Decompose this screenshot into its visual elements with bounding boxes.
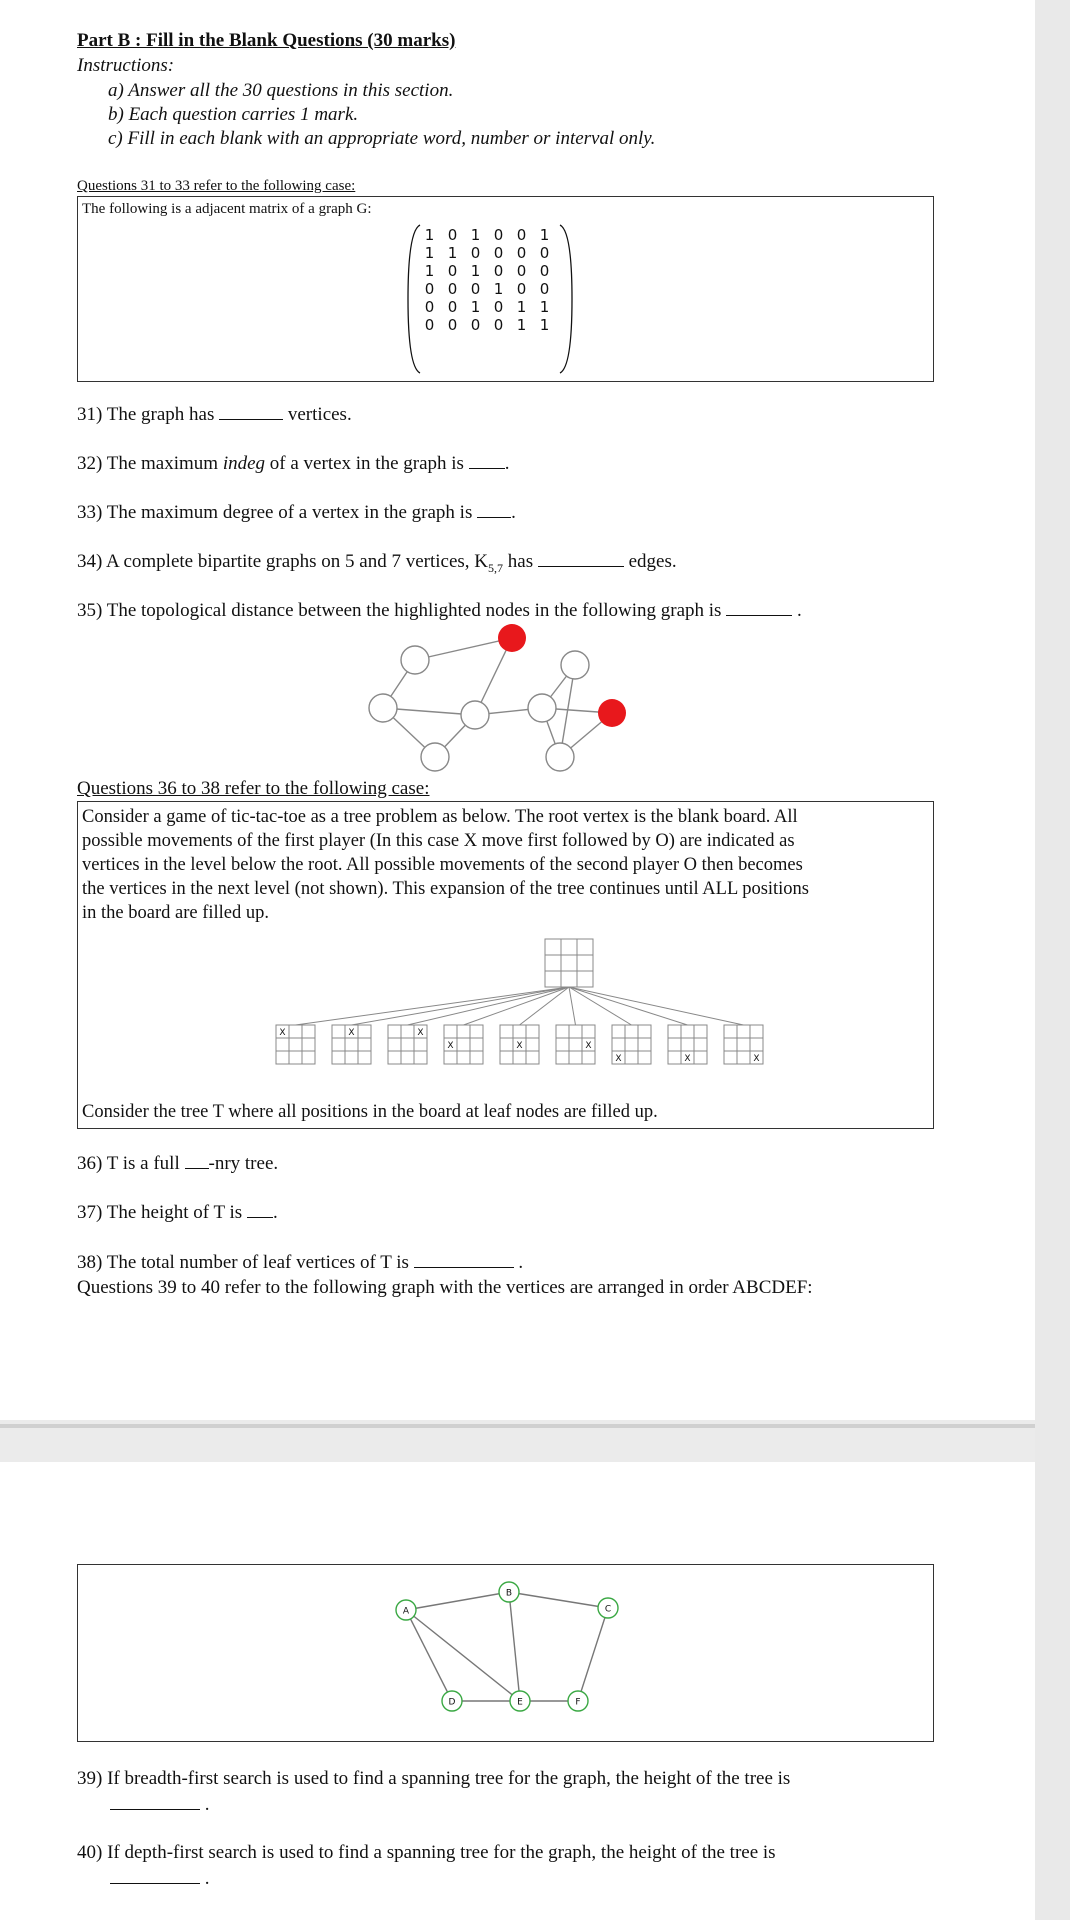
matrix-cell: 1 [516, 298, 527, 316]
svg-text:D: D [448, 1697, 456, 1708]
matrix-cell: 0 [493, 298, 504, 316]
adjacency-matrix [418, 226, 556, 334]
q40-period: . [204, 1868, 210, 1889]
graph-node [401, 646, 429, 674]
case2-line: Consider a game of tic-tac-toe as a tree problem as below. The root vertex is the blank board. All [82, 807, 798, 827]
instructions-label: Instructions: [77, 55, 175, 76]
question-35 [77, 600, 802, 622]
part-b-heading: Part B : Fill in the Blank Questions (30 marks) [77, 30, 456, 51]
case3-label: Questions 39 to 40 refer to the following graph with the vertices are arranged in order ABCDEF: [77, 1277, 813, 1298]
matrix-cell: 1 [493, 280, 504, 298]
child-board [276, 1025, 315, 1064]
q37-blank[interactable] [247, 1203, 273, 1218]
q38-text: 38) The total number of leaf vertices of T is [77, 1252, 409, 1273]
graph-node [461, 701, 489, 729]
tictactoe-tree [188, 937, 788, 1097]
matrix-cell: 0 [493, 226, 504, 244]
graph-node [421, 743, 449, 771]
q35-graph [360, 620, 630, 780]
q39-blank[interactable] [110, 1795, 200, 1810]
question-36 [77, 1153, 278, 1175]
matrix-cell: 0 [493, 262, 504, 280]
child-board [500, 1025, 539, 1064]
matrix-cell: 1 [470, 298, 481, 316]
matrix-cell: 0 [470, 316, 481, 334]
matrix-cell: 0 [447, 298, 458, 316]
case2-line: possible movements of the first player (In this case X move first followed by O) are indicated as [82, 831, 795, 851]
q39-period: . [204, 1794, 210, 1815]
svg-text:A: A [402, 1606, 410, 1617]
svg-text:E: E [517, 1697, 523, 1708]
child-board [556, 1025, 595, 1064]
matrix-cell: 0 [470, 244, 481, 262]
matrix-row [418, 226, 556, 244]
matrix-right-bracket [556, 223, 574, 375]
matrix-cell: 0 [424, 298, 435, 316]
instruction-b: b) Each question carries 1 mark. [108, 104, 359, 125]
matrix-cell: 0 [493, 316, 504, 334]
right-gutter [1035, 0, 1070, 1920]
svg-text:X: X [447, 1041, 454, 1052]
q35-blank[interactable] [726, 601, 792, 616]
matrix-cell: 1 [539, 298, 550, 316]
child-board [724, 1025, 763, 1064]
child-board [668, 1025, 707, 1064]
q34-subscript: 5,7 [488, 560, 504, 575]
q36-text-end: -nry tree. [208, 1153, 279, 1174]
svg-text:B: B [505, 1588, 513, 1599]
question-37 [77, 1202, 278, 1224]
matrix-cell: 0 [424, 316, 435, 334]
matrix-cell: 0 [424, 280, 435, 298]
q39-text: 39) If breadth-first search is used to find a spanning tree for the graph, the height of the tree is [77, 1768, 791, 1789]
q35-text: 35) The topological distance between the highlighted nodes in the following graph is [77, 600, 722, 621]
matrix-intro: The following is a adjacent matrix of a graph G: [82, 201, 372, 217]
q37-text: 37) The height of T is [77, 1202, 243, 1223]
tree-edge [569, 987, 632, 1025]
child-board [388, 1025, 427, 1064]
matrix-cell: 0 [539, 244, 550, 262]
matrix-box [77, 196, 934, 382]
q33-blank[interactable] [477, 503, 511, 518]
question-39 [77, 1768, 932, 1816]
svg-text:F: F [575, 1697, 581, 1708]
matrix-cell: 0 [470, 280, 481, 298]
matrix-cell: 0 [447, 226, 458, 244]
document-page-2 [0, 1462, 1035, 1920]
q31-blank[interactable] [219, 405, 283, 420]
tree-edge [569, 987, 576, 1025]
q36-blank[interactable] [185, 1154, 209, 1169]
matrix-cell: 0 [539, 280, 550, 298]
vertex-f [568, 1691, 588, 1711]
matrix-cell: 0 [447, 262, 458, 280]
tree-edge [352, 987, 570, 1025]
matrix-cell: 0 [447, 280, 458, 298]
matrix-cell: 1 [424, 262, 435, 280]
svg-text:X: X [585, 1041, 592, 1052]
q34-text-end: edges. [628, 551, 677, 572]
matrix-cell: 1 [424, 226, 435, 244]
instruction-c: c) Fill in each blank with an appropriate word, number or interval only. [108, 128, 656, 149]
matrix-cell: 1 [539, 226, 550, 244]
instruction-a: a) Answer all the 30 questions in this section. [108, 80, 454, 101]
page-divider [0, 1424, 1035, 1428]
q33-text: 33) The maximum degree of a vertex in the graph is [77, 502, 473, 523]
svg-text:X: X [279, 1028, 286, 1039]
case2-label: Questions 36 to 38 refer to the following case: [77, 778, 430, 799]
matrix-cell: 0 [516, 244, 527, 262]
graph-node [561, 651, 589, 679]
matrix-cell: 0 [516, 226, 527, 244]
question-31 [77, 404, 352, 426]
question-33 [77, 502, 516, 524]
q31-text-end: vertices. [287, 404, 352, 425]
graph-node [528, 694, 556, 722]
tree-edge [569, 987, 744, 1025]
abcdef-graph [78, 1565, 933, 1741]
q34-text-mid: has [507, 551, 534, 572]
matrix-row [418, 316, 556, 334]
matrix-cell: 1 [470, 262, 481, 280]
q32-emphasis: indeg [222, 453, 266, 474]
matrix-cell: 0 [516, 280, 527, 298]
question-38 [77, 1252, 523, 1274]
q38-period: . [518, 1252, 524, 1273]
case1-label: Questions 31 to 33 refer to the following case: [77, 178, 356, 194]
matrix-cell: 1 [516, 316, 527, 334]
q40-text: 40) If depth-first search is used to find a spanning tree for the graph, the height of the tree is [77, 1842, 776, 1863]
case2-description [82, 805, 928, 925]
matrix-cell: 1 [447, 244, 458, 262]
case2-line: vertices in the level below the root. All possible movements of the second player O then becomes [82, 855, 803, 875]
graph-box [77, 1564, 934, 1742]
question-40 [77, 1842, 932, 1890]
svg-text:X: X [684, 1054, 691, 1065]
svg-text:X: X [753, 1054, 760, 1065]
q32-period: . [504, 453, 510, 474]
case2-footer: Consider the tree T where all positions in the board at leaf nodes are filled up. [82, 1102, 658, 1122]
svg-text:X: X [417, 1028, 424, 1039]
matrix-cell: 0 [447, 316, 458, 334]
q38-blank[interactable] [414, 1253, 514, 1268]
matrix-cell: 1 [470, 226, 481, 244]
question-32 [77, 453, 509, 475]
child-board [444, 1025, 483, 1064]
tictactoe-box [77, 801, 934, 1129]
q32-text-mid: of a vertex in the graph is [269, 453, 464, 474]
q34-text: 34) A complete bipartite graphs on 5 and 7 vertices, K [77, 551, 489, 572]
q37-period: . [272, 1202, 278, 1223]
vertex-d [442, 1691, 462, 1711]
svg-text:X: X [348, 1028, 355, 1039]
q35-period: . [796, 600, 802, 621]
graph-node [546, 743, 574, 771]
q34-blank[interactable] [538, 552, 624, 567]
q32-text: 32) The maximum [77, 453, 219, 474]
q40-blank[interactable] [110, 1869, 200, 1884]
vertex-e [510, 1691, 530, 1711]
q31-text: 31) The graph has [77, 404, 215, 425]
tree-edge [464, 987, 570, 1025]
highlighted-node [598, 699, 626, 727]
vertex-c [598, 1598, 618, 1618]
svg-text:X: X [615, 1054, 622, 1065]
q33-period: . [511, 502, 516, 523]
graph-node [369, 694, 397, 722]
highlighted-node [498, 624, 526, 652]
matrix-cell: 1 [424, 244, 435, 262]
vertex-b [499, 1582, 519, 1602]
matrix-row [418, 244, 556, 262]
matrix-cell: 0 [539, 262, 550, 280]
child-board [332, 1025, 371, 1064]
q36-text: 36) T is a full [77, 1153, 180, 1174]
question-34 [77, 551, 677, 576]
svg-text:X: X [516, 1041, 523, 1052]
matrix-row [418, 280, 556, 298]
matrix-row [418, 262, 556, 280]
case2-line: the vertices in the next level (not shown). This expansion of the tree continues until ALL positions [82, 879, 810, 899]
matrix-cell: 0 [516, 262, 527, 280]
matrix-cell: 1 [539, 316, 550, 334]
matrix-cell: 0 [493, 244, 504, 262]
vertex-a [396, 1600, 416, 1620]
child-board [612, 1025, 651, 1064]
case2-line: in the board are filled up. [82, 903, 269, 923]
tree-edge [569, 987, 688, 1025]
root-board [545, 939, 593, 987]
svg-text:C: C [604, 1604, 612, 1615]
matrix-row [418, 298, 556, 316]
q32-blank[interactable] [469, 454, 505, 469]
